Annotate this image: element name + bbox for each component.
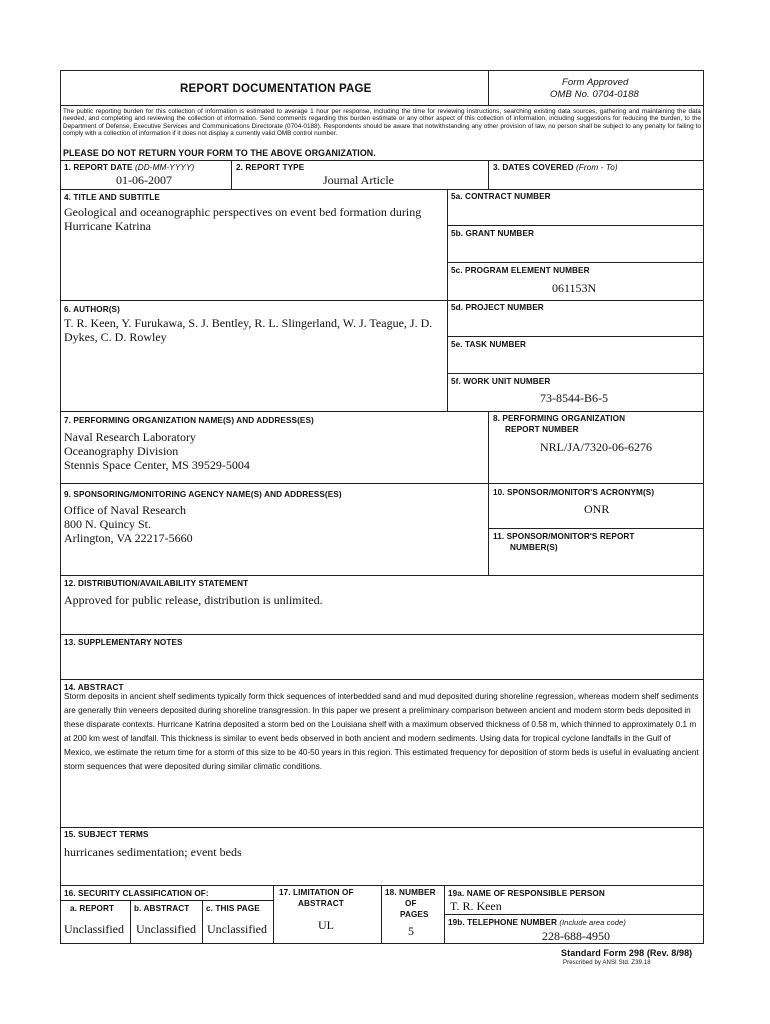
perf-report-label-1: 8. PERFORMING ORGANIZATION bbox=[493, 414, 626, 423]
pages-label-1: 18. NUMBER bbox=[385, 888, 436, 897]
perf-report-label-2: REPORT NUMBER bbox=[505, 425, 579, 434]
distribution-value: Approved for public release, distribution is unlimited. bbox=[64, 593, 323, 607]
responsible-value: T. R. Keen bbox=[450, 899, 502, 913]
title-label: 4. TITLE AND SUBTITLE bbox=[64, 193, 160, 202]
phone-label-text: 19b. TELEPHONE NUMBER bbox=[448, 918, 558, 927]
task-number-label: 5e. TASK NUMBER bbox=[451, 340, 527, 349]
acronym-label: 10. SPONSOR/MONITOR'S ACRONYM(S) bbox=[493, 488, 655, 497]
acronym-value: ONR bbox=[584, 502, 610, 516]
rule-v-type bbox=[488, 160, 489, 189]
report-type-value: Journal Article bbox=[323, 173, 394, 187]
rule-security bbox=[60, 885, 704, 886]
subject-terms-value: hurricanes sedimentation; event beds bbox=[64, 845, 242, 859]
rule-v-date bbox=[231, 160, 232, 189]
report-date-hint: (DD-MM-YYYY) bbox=[134, 163, 195, 172]
rule-v-18 bbox=[381, 885, 382, 944]
rule-sec-sub bbox=[60, 900, 273, 901]
rule-5e bbox=[447, 373, 704, 374]
limitation-value: UL bbox=[318, 918, 334, 932]
perf-report-number: NRL/JA/7320-06-6276 bbox=[540, 440, 652, 454]
abstract-text: Storm deposits in ancient shelf sediments typically form thick sequences of interbedded sand and mud deposited during shoreline regression, whereas modern shelf sediments are generally thin veneers deposited during shoreline transgression. In this paper we present a preliminary comparison between ancient and modern storm beds deposited in these disparate contexts. Hurricane Katrina deposited a storm bed on the Louisiana shelf with a maximum observed thickness of 0.58 m, which thinned to approximately 0.1 m at 200 km west of landfall. This thickness is similar to event beds observed in both ancient and modern sediments. Using data for tropical cyclone landfalls in the Gulf of Mexico, we estimate the return time for a storm of this size to be 40-50 years in this region. This estimated frequency for deposition of storm beds is useful in evaluating ancient storm sequences that were deposited during similar climatic conditions. bbox=[64, 692, 699, 771]
omb-number: OMB No. 0704-0188 bbox=[550, 89, 639, 100]
work-unit-label: 5f. WORK UNIT NUMBER bbox=[451, 377, 551, 386]
sec-abstract-label: b. ABSTRACT bbox=[134, 904, 190, 913]
rule-v-19 bbox=[444, 885, 445, 944]
limitation-label-2: ABSTRACT bbox=[298, 899, 344, 908]
sec-abstract-value: Unclassified bbox=[136, 922, 196, 936]
sec-page-label: c. THIS PAGE bbox=[206, 904, 260, 913]
performing-org-label: 7. PERFORMING ORGANIZATION NAME(S) AND ADDRESS(ES) bbox=[64, 416, 314, 425]
rule-title bbox=[60, 189, 704, 190]
grant-number-label: 5b. GRANT NUMBER bbox=[451, 229, 535, 238]
rule-authors bbox=[60, 300, 704, 301]
sponsor-report-label-2: NUMBER(S) bbox=[510, 543, 558, 552]
rule-5d bbox=[447, 336, 704, 337]
program-element-label: 5c. PROGRAM ELEMENT NUMBER bbox=[451, 266, 590, 275]
rule-header bbox=[60, 105, 704, 106]
performing-org-line-1: Naval Research Laboratory bbox=[64, 430, 196, 444]
prescribed-footer: Prescribed by ANSI Std. Z39.18 bbox=[563, 960, 651, 966]
sponsor-line-1: Office of Naval Research bbox=[64, 503, 187, 517]
rule-supplementary bbox=[60, 634, 704, 635]
phone-hint: (Include area code) bbox=[559, 918, 626, 927]
phone-value: 228-688-4950 bbox=[542, 929, 610, 943]
rule-11 bbox=[488, 528, 704, 529]
pages-label-2: OF bbox=[405, 899, 417, 908]
sponsor-line-3: Arlington, VA 22217-5660 bbox=[64, 531, 193, 545]
rule-dates bbox=[60, 160, 704, 161]
limitation-label-1: 17. LIMITATION OF bbox=[279, 888, 354, 897]
authors-label: 6. AUTHOR(S) bbox=[64, 305, 120, 314]
dates-covered-hint: (From - To) bbox=[575, 163, 618, 172]
rule-sponsor bbox=[60, 483, 704, 484]
report-date-label bbox=[64, 163, 194, 172]
pages-label-3: PAGES bbox=[400, 910, 429, 919]
contract-number-label: 5a. CONTRACT NUMBER bbox=[451, 192, 551, 201]
rule-v-8 bbox=[488, 411, 489, 575]
work-unit-value: 73-8544-B6-5 bbox=[540, 391, 608, 405]
standard-form-footer: Standard Form 298 (Rev. 8/98) bbox=[561, 948, 693, 958]
distribution-label: 12. DISTRIBUTION/AVAILABILITY STATEMENT bbox=[64, 579, 249, 588]
rule-v-17 bbox=[273, 885, 274, 944]
sec-report-value: Unclassified bbox=[64, 922, 124, 936]
sponsor-report-label-1: 11. SPONSOR/MONITOR'S REPORT bbox=[493, 532, 635, 541]
subject-terms-label: 15. SUBJECT TERMS bbox=[64, 830, 149, 839]
program-element-value: 061153N bbox=[552, 281, 597, 295]
rule-v-header bbox=[488, 70, 489, 105]
sponsor-label: 9. SPONSORING/MONITORING AGENCY NAME(S) AND ADDRESS(ES) bbox=[64, 490, 342, 499]
sec-report-label: a. REPORT bbox=[70, 904, 115, 913]
rule-perf-org bbox=[60, 411, 704, 412]
performing-org-line-2: Oceanography Division bbox=[64, 444, 179, 458]
pages-value: 5 bbox=[408, 924, 414, 938]
return-warning: PLEASE DO NOT RETURN YOUR FORM TO THE ABOVE ORGANIZATION. bbox=[63, 148, 376, 158]
form-approved: Form Approved bbox=[562, 77, 629, 88]
form-title: REPORT DOCUMENTATION PAGE bbox=[180, 83, 372, 95]
project-number-label: 5d. PROJECT NUMBER bbox=[451, 303, 544, 312]
authors-value: T. R. Keen, Y. Furukawa, S. J. Bentley, R. L. Slingerland, W. J. Teague, J. D. Dykes, C. D. Rowley bbox=[64, 316, 433, 344]
rule-v-5 bbox=[447, 189, 448, 411]
rule-distribution bbox=[60, 575, 704, 576]
abstract-label: 14. ABSTRACT bbox=[64, 683, 124, 692]
rule-abstract bbox=[60, 679, 704, 680]
report-type-label: 2. REPORT TYPE bbox=[236, 163, 305, 172]
responsible-label: 19a. NAME OF RESPONSIBLE PERSON bbox=[448, 889, 605, 898]
rule-19a bbox=[444, 914, 704, 915]
rule-v-16b bbox=[202, 900, 203, 944]
report-date-label-text: 1. REPORT DATE bbox=[64, 163, 133, 172]
dates-covered-label-text: 3. DATES COVERED bbox=[493, 163, 574, 172]
supplementary-label: 13. SUPPLEMENTARY NOTES bbox=[64, 638, 183, 647]
security-label: 16. SECURITY CLASSIFICATION OF: bbox=[64, 889, 209, 898]
rule-subject bbox=[60, 827, 704, 828]
sponsor-line-2: 800 N. Quincy St. bbox=[64, 517, 151, 531]
performing-org-line-3: Stennis Space Center, MS 39529-5004 bbox=[64, 458, 250, 472]
report-date-value: 01-06-2007 bbox=[116, 173, 172, 187]
burden-statement: The public reporting burden for this collection of information is estimated to average 1 hour per response, including the time for reviewing instructions, searching existing data sources, gathering and maintaining the data needed, and completing and reviewing the collection of information. Send comments regarding this burden estimate or any other aspect of this collection of information, including suggestions for reducing the burden, to the Department of Defense, Executive Services and Communications Directorate (0704-0188). Respondents should be aware that notwithstanding any other provision of law, no person shall be subject to any penalty for failing to comply with a collection of information if it does not display a currently valid OMB control number. bbox=[63, 108, 701, 138]
sec-page-value: Unclassified bbox=[207, 922, 267, 936]
rule-5b bbox=[447, 262, 704, 263]
phone-label bbox=[448, 918, 626, 927]
rule-5a bbox=[447, 225, 704, 226]
rule-v-16a bbox=[130, 900, 131, 944]
title-value: Geological and oceanographic perspectives on event bed formation during Hurricane Katrina bbox=[64, 205, 422, 233]
dates-covered-label bbox=[493, 163, 618, 172]
